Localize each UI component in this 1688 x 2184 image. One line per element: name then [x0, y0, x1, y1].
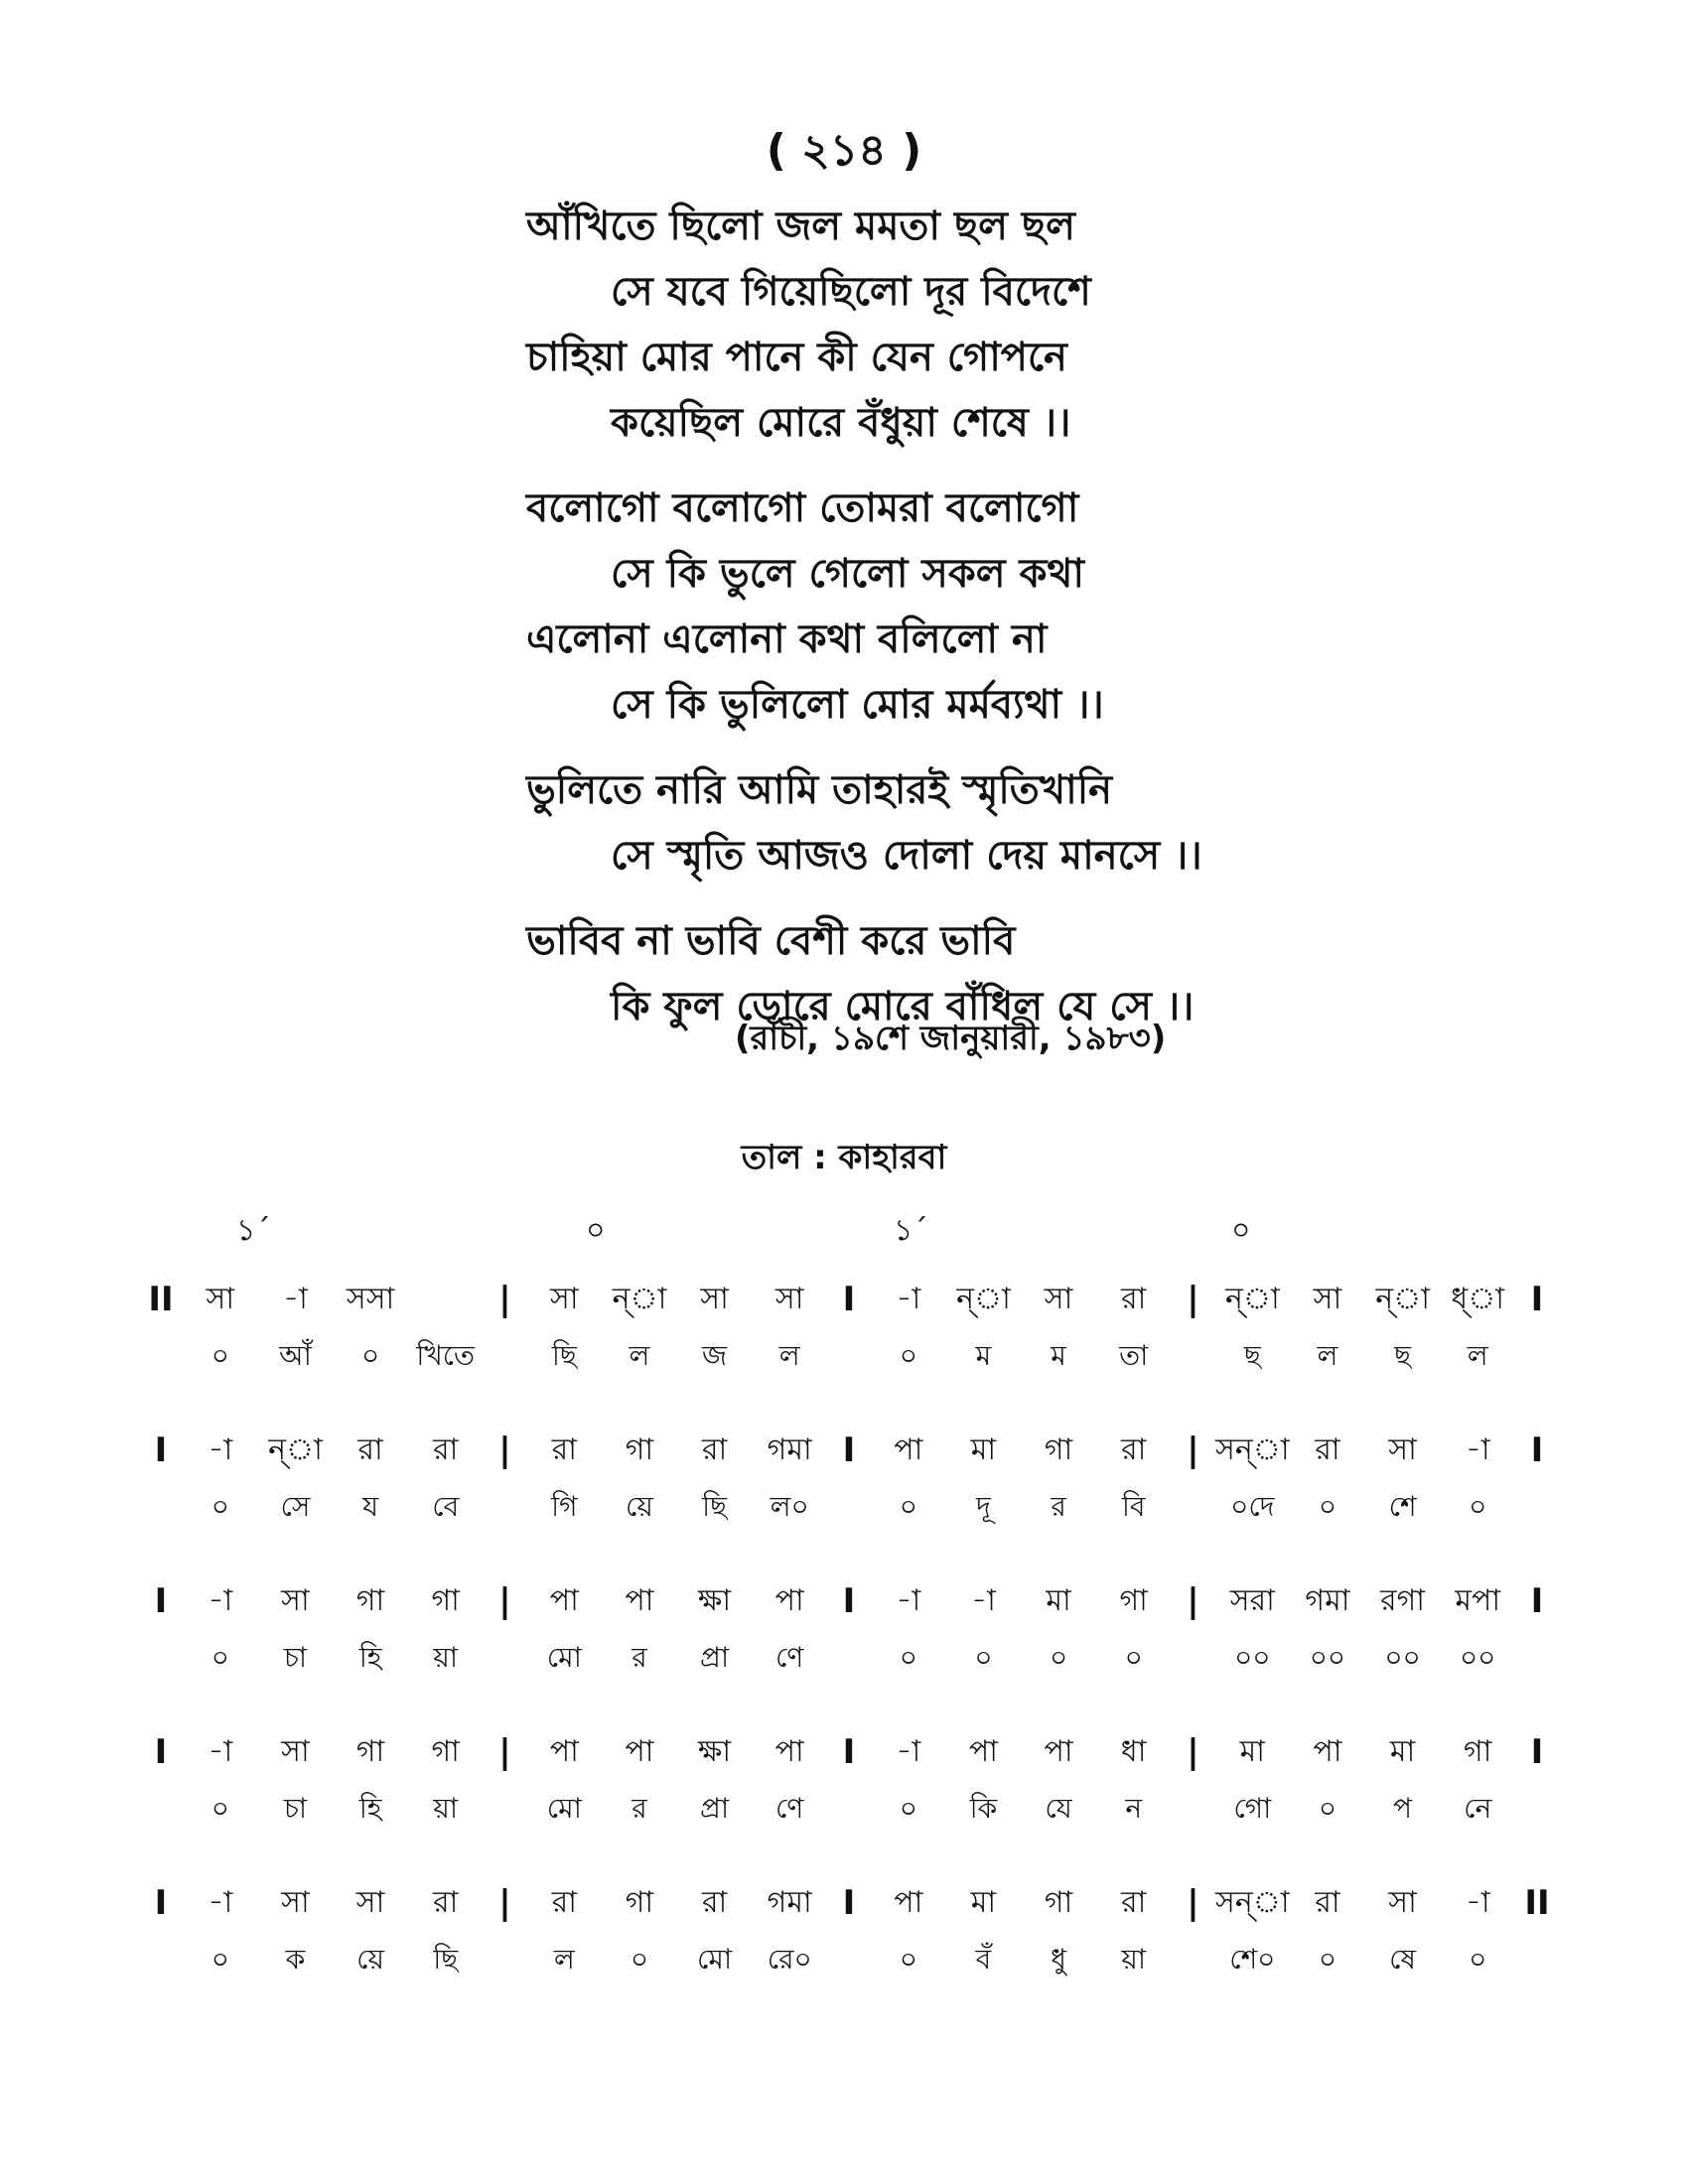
swara-note: সা	[281, 1582, 310, 1618]
swara-note: রা	[1121, 1884, 1147, 1920]
lyric-syllable: ০০	[1234, 1640, 1271, 1674]
lyric-syllable: ০০	[1384, 1640, 1421, 1674]
lyric-syllable: প্রা	[700, 1791, 730, 1825]
lyric-row	[139, 1630, 1559, 1688]
swara-note: সন্‌া	[1215, 1884, 1290, 1920]
swara-note: গা	[1464, 1733, 1492, 1769]
swara-note: গা	[355, 1733, 385, 1769]
lyric-syllable: ০	[899, 1791, 917, 1825]
lyric-syllable: ষে	[1389, 1942, 1416, 1976]
taal-heading: তাল : কাহারবা	[741, 1138, 947, 1177]
lyric-syllable: ০	[1318, 1489, 1337, 1523]
poem-line: ভাবিব না ভাবি বেশী করে ভাবি	[526, 918, 1016, 964]
swara-note: সা	[355, 1884, 385, 1920]
lyric-syllable: বি	[1121, 1489, 1146, 1523]
swara-note: গা	[431, 1733, 460, 1769]
swara-note: ন্‌া	[612, 1281, 667, 1316]
swara-note: গা	[1044, 1884, 1073, 1920]
bar-line: |	[1187, 1883, 1199, 1923]
swara-note: সা	[550, 1281, 579, 1316]
swara-note: -া	[208, 1884, 233, 1920]
lyric-syllable: য	[361, 1489, 379, 1523]
swara-note: রা	[701, 1884, 728, 1920]
swara-note: সা	[206, 1281, 235, 1316]
lyric-syllable: ল	[629, 1338, 650, 1372]
lyric-syllable: গো	[1233, 1791, 1272, 1825]
bar-line: |	[1187, 1732, 1199, 1772]
swara-note: সা	[1388, 1884, 1417, 1920]
lyric-syllable: রে০	[767, 1942, 812, 1976]
swara-note: -া	[283, 1281, 308, 1316]
swara-note: গা	[625, 1432, 654, 1467]
swara-note: ক্ষা	[698, 1582, 732, 1618]
lyric-syllable: দূ	[976, 1489, 991, 1523]
swara-note: সসা	[346, 1281, 395, 1316]
bar-line: I	[154, 1431, 168, 1470]
lyric-syllable: ল	[1467, 1338, 1488, 1372]
poem-line: আঁখিতে ছিলো জল মমতা ছল ছল	[526, 204, 1075, 249]
swara-note: সা	[1313, 1281, 1342, 1316]
swara-note: পা	[894, 1884, 923, 1920]
lyric-syllable: ক	[285, 1942, 306, 1976]
lyric-syllable: বঁ	[975, 1942, 992, 1976]
lyric-syllable: ০	[360, 1338, 380, 1372]
swara-note: মা	[1389, 1733, 1416, 1769]
swara-note: ন্‌া	[1224, 1281, 1280, 1316]
swara-note: পা	[774, 1582, 804, 1618]
swara-note: সা	[700, 1281, 729, 1316]
lyric-syllable: র	[1051, 1489, 1066, 1523]
swara-note: ন্‌া	[268, 1432, 323, 1467]
lyric-syllable: ম	[975, 1338, 992, 1372]
swara-note: মা	[970, 1884, 997, 1920]
swara-note: ধা	[1120, 1733, 1147, 1769]
lyric-syllable: প্রা	[700, 1640, 730, 1674]
swara-note: সন্‌া	[1215, 1432, 1290, 1467]
lyric-syllable: খিতে	[416, 1338, 476, 1372]
poem	[526, 194, 1370, 1059]
lyric-syllable: ধু	[1051, 1942, 1066, 1976]
swara-note: গা	[625, 1884, 654, 1920]
lyric-syllable: ০	[1318, 1791, 1337, 1825]
swara-note: মা	[1046, 1582, 1071, 1618]
lyric-syllable: মো	[546, 1640, 582, 1674]
lyric-syllable: সে	[280, 1489, 311, 1523]
swara-note: রা	[1315, 1884, 1340, 1920]
bar-line: I	[154, 1732, 168, 1772]
lyric-syllable: ছ	[1394, 1338, 1412, 1372]
swara-note: ন্‌া	[1375, 1281, 1430, 1316]
swara-note: পা	[625, 1582, 654, 1618]
notation-block	[139, 1422, 1559, 1537]
bar-line: II	[148, 1280, 174, 1319]
lyric-syllable: জ	[702, 1338, 728, 1372]
swara-note: -া	[896, 1582, 921, 1618]
swara-note: সরা	[1229, 1582, 1275, 1618]
swara-note: গা	[431, 1582, 460, 1618]
notation-block	[139, 1723, 1559, 1839]
lyric-syllable: মো	[546, 1791, 582, 1825]
lyric-syllable: চা	[283, 1791, 308, 1825]
lyric-syllable: য়ে	[626, 1489, 653, 1523]
lyric-syllable: র	[632, 1791, 647, 1825]
swara-row	[139, 1874, 1559, 1932]
lyric-syllable: আঁ	[279, 1338, 312, 1372]
swara-note: রা	[1121, 1432, 1147, 1467]
stanza	[526, 194, 1370, 456]
lyric-syllable: ণে	[775, 1640, 804, 1674]
swara-note: রা	[433, 1432, 459, 1467]
swara-note: রা	[357, 1432, 383, 1467]
lyric-syllable: ল	[1317, 1338, 1338, 1372]
lyric-syllable: ০	[1124, 1640, 1143, 1674]
swara-note: সা	[1388, 1432, 1417, 1467]
swara-note: পা	[1044, 1733, 1073, 1769]
poem-line: সে স্মৃতি আজও দোলা দেয় মানসে ।।	[611, 833, 1202, 879]
swara-row	[139, 1271, 1559, 1328]
swara-note: -া	[896, 1281, 921, 1316]
swara-note: পা	[1313, 1733, 1342, 1769]
lyric-syllable: গি	[551, 1489, 578, 1523]
bar-line: I	[842, 1280, 856, 1319]
swara-note: সা	[281, 1884, 310, 1920]
swara-note: পা	[549, 1582, 579, 1618]
lyric-syllable: চা	[283, 1640, 308, 1674]
poem-line: এলোনা এলোনা কথা বলিলো না	[526, 616, 1048, 662]
bar-line: |	[498, 1581, 511, 1621]
bar-line: |	[498, 1280, 511, 1319]
beat-marker: ০	[1231, 1213, 1251, 1248]
lyric-syllable: ন	[1125, 1791, 1143, 1825]
swara-note: ক্ষা	[698, 1733, 732, 1769]
swara-row	[139, 1572, 1559, 1630]
swara-note: রগা	[1380, 1582, 1425, 1618]
bar-line: I	[842, 1581, 856, 1621]
lyric-syllable: ছি	[702, 1489, 728, 1523]
swara-note: -া	[971, 1582, 996, 1618]
lyric-syllable: ম	[1051, 1338, 1066, 1372]
swara-note: সা	[281, 1733, 310, 1769]
bar-line: |	[1187, 1280, 1199, 1319]
bar-line: I	[1530, 1581, 1544, 1621]
lyric-syllable: য়ে	[356, 1942, 384, 1976]
swara-note: মা	[1239, 1733, 1265, 1769]
bar-line: |	[498, 1732, 511, 1772]
swara-note: রা	[701, 1432, 728, 1467]
beat-marker: ০	[586, 1213, 606, 1248]
bar-line: I	[842, 1732, 856, 1772]
lyric-syllable: ০	[630, 1942, 649, 1976]
swara-note: পা	[625, 1733, 654, 1769]
lyric-syllable: ০	[1469, 1942, 1487, 1976]
lyric-syllable: ০	[899, 1942, 917, 1976]
lyric-syllable: ল	[553, 1942, 575, 1976]
lyric-syllable: শে	[1388, 1489, 1417, 1523]
lyric-syllable: য়া	[433, 1640, 458, 1674]
poem-line: সে কি ভুলে গেলো সকল কথা	[611, 551, 1085, 597]
lyric-syllable: নে	[1464, 1791, 1492, 1825]
lyric-syllable: ০	[1318, 1942, 1337, 1976]
lyric-row	[139, 1781, 1559, 1839]
lyric-syllable: ০	[211, 1791, 229, 1825]
swara-note: গমা	[767, 1884, 812, 1920]
bar-line: I	[154, 1581, 168, 1621]
poem-line: বলোগো বলোগো তোমরা বলোগো	[526, 485, 1079, 531]
bar-line: I	[1530, 1431, 1544, 1470]
bar-line: |	[498, 1431, 511, 1470]
lyric-syllable: ০	[899, 1338, 917, 1372]
lyric-syllable: হি	[358, 1791, 382, 1825]
lyric-syllable: ০	[899, 1489, 917, 1523]
swara-note: -া	[208, 1582, 233, 1618]
swara-note: মপা	[1455, 1582, 1501, 1618]
beat-marker: ১´	[894, 1213, 928, 1248]
lyric-syllable: য়া	[1121, 1942, 1146, 1976]
lyric-syllable: ০	[974, 1640, 993, 1674]
beat-marker: ১´	[236, 1213, 271, 1248]
lyric-syllable: বে	[432, 1489, 460, 1523]
lyric-syllable: ০	[211, 1942, 229, 1976]
notation-table	[139, 1271, 1559, 2025]
page-number: ( ২১৪ )	[766, 125, 922, 176]
notation-block	[139, 1572, 1559, 1688]
lyric-syllable: র	[632, 1640, 647, 1674]
poem-line: সে কি ভুলিলো মোর মর্মব্যথা ।।	[611, 682, 1104, 728]
lyric-syllable: ল	[778, 1338, 800, 1372]
swara-note: পা	[968, 1733, 998, 1769]
poem-line: কয়েছিল মোরে বঁধুয়া শেষে ।।	[611, 400, 1071, 446]
swara-note: সা	[1044, 1281, 1073, 1316]
bar-line: I	[1530, 1280, 1544, 1319]
poem-line: চাহিয়া মোর পানে কী যেন গোপনে	[526, 335, 1067, 380]
poem-line: সে যবে গিয়েছিলো দূর বিদেশে	[611, 269, 1091, 315]
swara-note: রা	[1315, 1432, 1340, 1467]
lyric-syllable: ল০	[770, 1489, 809, 1523]
lyric-syllable: য়া	[433, 1791, 458, 1825]
bar-line: |	[1187, 1581, 1199, 1621]
swara-note: পা	[894, 1432, 923, 1467]
poem-line: কি ফুল ডোরে মোরে বাঁধিল যে সে ।।	[611, 984, 1195, 1029]
swara-note: রা	[551, 1432, 577, 1467]
lyric-syllable: ০	[211, 1640, 229, 1674]
composition-note: (রাঁচী, ১৯শে জানুয়ারী, ১৯৮৩)	[735, 1019, 1167, 1058]
swara-note: পা	[774, 1733, 804, 1769]
swara-note: -া	[208, 1733, 233, 1769]
lyric-syllable: যে	[1045, 1791, 1072, 1825]
swara-note: ধ্‌া	[1451, 1281, 1504, 1316]
lyric-syllable: ০দে	[1230, 1489, 1275, 1523]
swara-note: গা	[1044, 1432, 1073, 1467]
swara-note: গা	[1119, 1582, 1148, 1618]
poem-line: ভুলিতে নারি আমি তাহারই স্মৃতিখানি	[526, 767, 1113, 813]
swara-note: রা	[551, 1884, 577, 1920]
lyric-row	[139, 1479, 1559, 1537]
lyric-syllable: ০	[899, 1640, 917, 1674]
swara-row	[139, 1422, 1559, 1479]
lyric-syllable: ০	[211, 1338, 229, 1372]
lyric-syllable: ০	[1469, 1489, 1487, 1523]
beat-markers	[0, 1206, 1688, 1256]
lyric-row	[139, 1932, 1559, 1989]
lyric-syllable: ০০	[1459, 1640, 1496, 1674]
swara-note: গমা	[767, 1432, 812, 1467]
notation-block	[139, 1874, 1559, 1989]
bar-line: |	[1187, 1431, 1199, 1470]
swara-note: -া	[896, 1733, 921, 1769]
swara-note: -া	[1465, 1884, 1490, 1920]
swara-note: পা	[549, 1733, 579, 1769]
notation-block	[139, 1271, 1559, 1386]
lyric-syllable: ০০	[1309, 1640, 1346, 1674]
swara-note: -া	[208, 1432, 233, 1467]
bar-line: II	[1524, 1883, 1550, 1923]
lyric-syllable: হি	[358, 1640, 382, 1674]
lyric-syllable: ০	[211, 1489, 229, 1523]
stanza	[526, 476, 1370, 738]
swara-note: গমা	[1305, 1582, 1350, 1618]
bar-line: |	[498, 1883, 511, 1923]
lyric-row	[139, 1328, 1559, 1386]
swara-note: সা	[774, 1281, 804, 1316]
lyric-syllable: ছি	[551, 1338, 577, 1372]
bar-line: I	[842, 1883, 856, 1923]
lyric-syllable: ণে	[775, 1791, 804, 1825]
lyric-syllable: ০	[1049, 1640, 1068, 1674]
swara-note: গা	[355, 1582, 385, 1618]
swara-note: ন্‌া	[956, 1281, 1011, 1316]
swara-note: রা	[1121, 1281, 1147, 1316]
bar-line: I	[154, 1883, 168, 1923]
lyric-syllable: তা	[1119, 1338, 1149, 1372]
swara-note: মা	[970, 1432, 997, 1467]
bar-line: I	[842, 1431, 856, 1470]
swara-note: -া	[1465, 1432, 1490, 1467]
swara-note: রা	[433, 1884, 459, 1920]
bar-line: I	[1530, 1732, 1544, 1772]
stanza	[526, 757, 1370, 888]
swara-row	[139, 1723, 1559, 1781]
lyric-syllable: প	[1393, 1791, 1413, 1825]
lyric-syllable: ছ	[1243, 1338, 1261, 1372]
lyric-syllable: শে০	[1229, 1942, 1276, 1976]
lyric-syllable: ছি	[433, 1942, 459, 1976]
lyric-syllable: কি	[969, 1791, 998, 1825]
lyric-syllable: মো	[697, 1942, 733, 1976]
